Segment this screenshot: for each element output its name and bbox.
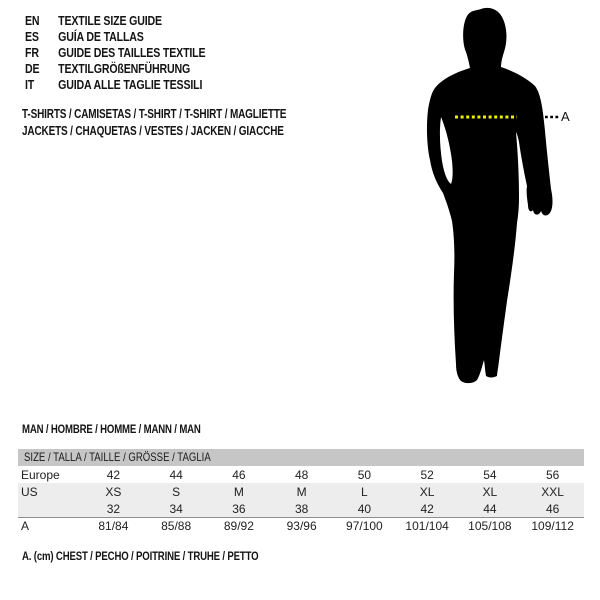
row-label: A	[21, 519, 30, 533]
table-cell: 81/84	[98, 519, 129, 533]
man-silhouette-body	[427, 8, 553, 383]
measure-label-a: A	[561, 109, 570, 124]
language-code: IT	[25, 78, 35, 92]
man-silhouette-svg	[425, 5, 565, 385]
man-silhouette-figure	[425, 5, 570, 385]
table-row-europe	[18, 466, 584, 483]
garment-line-tshirts: T-SHIRTS / CAMISETAS / T-SHIRT / T-SHIRT / MAGLIETTE	[22, 107, 287, 121]
table-cell: 54	[483, 467, 497, 482]
table-row-alt-size	[18, 500, 584, 517]
garment-line-jackets: JACKETS / CHAQUETAS / VESTES / JACKEN / GIACCHE	[22, 124, 284, 138]
table-cell: 50	[357, 467, 372, 482]
table-cell: 42	[106, 467, 121, 482]
table-cell: 46	[545, 501, 560, 516]
language-code: FR	[25, 46, 39, 60]
language-row	[25, 29, 205, 45]
table-cell: 40	[357, 501, 372, 516]
table-cell: 44	[483, 501, 497, 516]
table-cell: 89/92	[223, 519, 254, 533]
table-cell: 34	[169, 501, 183, 516]
row-label: Europe	[21, 467, 60, 482]
table-cell: XL	[419, 484, 435, 499]
language-label: TEXTILGRÖßENFÜHRUNG	[58, 62, 191, 76]
language-label: GUIDA ALLE TAGLIE TESSILI	[58, 78, 203, 92]
table-cell: 56	[545, 467, 560, 482]
table-row-us	[18, 483, 584, 500]
table-cell: 109/112	[531, 519, 574, 533]
measure-footnote: A. (cm) CHEST / PECHO / POITRINE / TRUHE / PETTO	[22, 549, 259, 563]
table-cell: 52	[420, 467, 434, 482]
table-cell: 46	[232, 467, 246, 482]
table-cell: XXL	[541, 484, 564, 499]
row-label: US	[21, 484, 38, 499]
garment-type-lines	[22, 106, 352, 140]
table-cell: 85/88	[161, 519, 192, 533]
table-row-chest-a	[18, 517, 584, 534]
section-title-man: MAN / HOMBRE / HOMME / MANN / MAN	[22, 422, 201, 436]
language-title-list	[25, 13, 237, 93]
language-row	[25, 45, 205, 61]
table-cell: 44	[169, 467, 183, 482]
table-cell: L	[361, 484, 368, 499]
table-cell: S	[172, 484, 181, 499]
table-cell: 97/100	[346, 519, 383, 533]
table-cell: 38	[294, 501, 309, 516]
table-cell: XS	[105, 484, 122, 499]
table-cell: 42	[420, 501, 434, 516]
table-cell: 93/96	[286, 519, 317, 533]
table-cell: M	[233, 484, 244, 499]
language-label: GUÍA DE TALLAS	[58, 30, 144, 44]
table-cell: M	[296, 484, 307, 499]
table-cell: 32	[106, 501, 121, 516]
table-cell: 36	[232, 501, 246, 516]
size-table	[18, 449, 584, 534]
language-row	[25, 13, 205, 29]
language-row	[25, 61, 205, 77]
language-label: TEXTILE SIZE GUIDE	[58, 14, 162, 28]
language-code: EN	[25, 14, 40, 28]
language-code: ES	[25, 30, 39, 44]
language-code: DE	[25, 62, 40, 76]
language-row	[25, 77, 205, 93]
table-cell: 105/108	[468, 519, 512, 533]
table-cell: 48	[294, 467, 309, 482]
table-cell: XL	[482, 484, 498, 499]
table-cell: 101/104	[405, 519, 449, 533]
size-table-header: SIZE / TALLA / TAILLE / GRÖSSE / TAGLIA	[18, 449, 584, 466]
language-label: GUIDE DES TAILLES TEXTILE	[58, 46, 206, 60]
